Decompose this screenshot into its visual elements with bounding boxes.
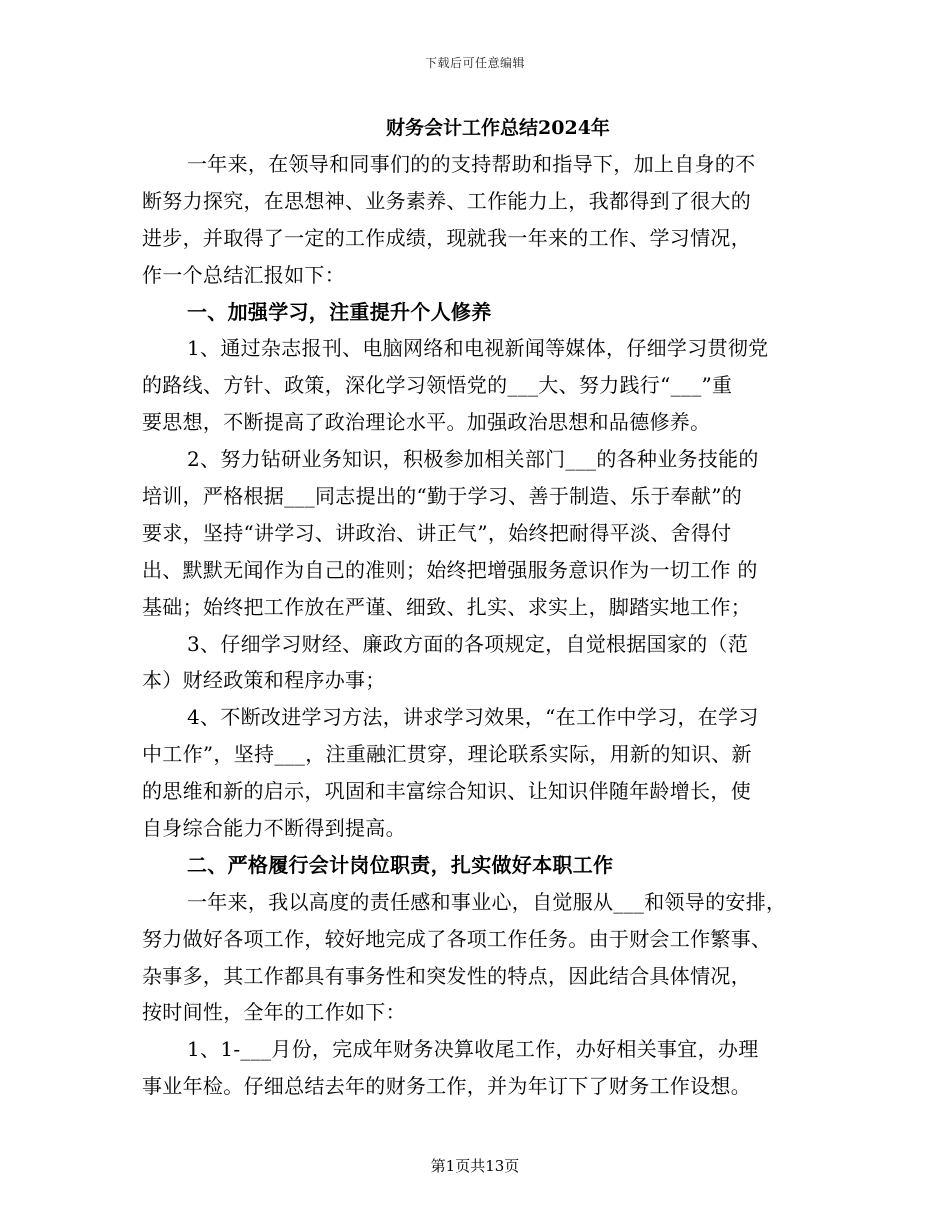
document-title: 财务会计工作总结2024年 <box>386 117 610 139</box>
paragraph-line: 杂事多，其工作都具有事务性和突发性的特点，因此结合具体情况， <box>142 963 751 988</box>
paragraph-line: 2、努力钻研业务知识，积极参加相关部门___的各种业务技能的 <box>187 447 759 472</box>
paragraph-line: 培训，严格根据___同志提出的“勤于学习、善于制造、乐于奉献”的 <box>142 484 743 509</box>
paragraph-line: 出、默默无闻作为自己的准则；始终把增强服务意识作为一切工作 的 <box>142 557 758 582</box>
page-footer: 第1页共13页 <box>430 1157 520 1175</box>
section-heading: 二、严格履行会计岗位职责，扎实做好本职工作 <box>187 852 614 877</box>
paragraph-line: 中工作”，坚持___，注重融汇贯穿，理论联系实际，用新的知识、新 <box>142 742 752 767</box>
document-body <box>142 146 812 1105</box>
paragraph-line: 努力做好各项工作，较好地完成了各项工作任务。由于财会工作繁事、 <box>142 926 772 951</box>
paragraph-line: 作一个总结汇报如下： <box>142 262 345 287</box>
paragraph-line: 要思想，不断提高了政治理论水平。加强政治思想和品德修养。 <box>142 410 711 435</box>
paragraph-line: 的路线、方针、政策，深化学习领悟党的___大、努力践行“___”重 <box>142 373 733 398</box>
paragraph-line: 自身综合能力不断得到提高。 <box>142 816 406 841</box>
paragraph-line: 按时间性，全年的工作如下： <box>142 1000 406 1025</box>
paragraph-line: 3、仔细学习财经、廉政方面的各项规定，自觉根据国家的（范 <box>187 631 749 656</box>
paragraph-line: 一年来，我以高度的责任感和事业心，自觉服从___和领导的安排， <box>187 889 787 914</box>
paragraph-line: 进步，并取得了一定的工作成绩，现就我一年来的工作、学习情况， <box>142 225 751 250</box>
paragraph-line: 断努力探究，在思想神、业务素养、工作能力上，我都得到了很大的 <box>142 188 751 213</box>
paragraph-line: 要求，坚持“讲学习、讲政治、讲正气”，始终把耐得平淡、舍得付 <box>142 520 732 545</box>
paragraph-line: 基础；始终把工作放在严谨、细致、扎实、求实上，脚踏实地工作； <box>142 594 751 619</box>
paragraph-line: 1、通过杂志报刊、电脑网络和电视新闻等媒体，仔细学习贯彻党 <box>187 336 769 361</box>
paragraph-line: 事业年检。仔细总结去年的财务工作，并为年订下了财务工作设想。 <box>142 1074 751 1099</box>
header-note: 下载后可任意编辑 <box>424 56 525 70</box>
paragraph-line: 4、不断改进学习方法，讲求学习效果，“在工作中学习，在学习 <box>187 705 759 730</box>
paragraph-line: 1、1-___月份，完成年财务决算收尾工作，办好相关事宜，办理 <box>187 1037 759 1062</box>
paragraph-line: 一年来，在领导和同事们的的支持帮助和指导下，加上自身的不 <box>187 152 756 176</box>
paragraph-line: 的思维和新的启示，巩固和丰富综合知识、让知识伴随年龄增长，使 <box>142 779 751 804</box>
section-heading: 一、加强学习，注重提升个人修养 <box>187 299 492 324</box>
paragraph-line: 本）财经政策和程序办事； <box>142 668 386 693</box>
